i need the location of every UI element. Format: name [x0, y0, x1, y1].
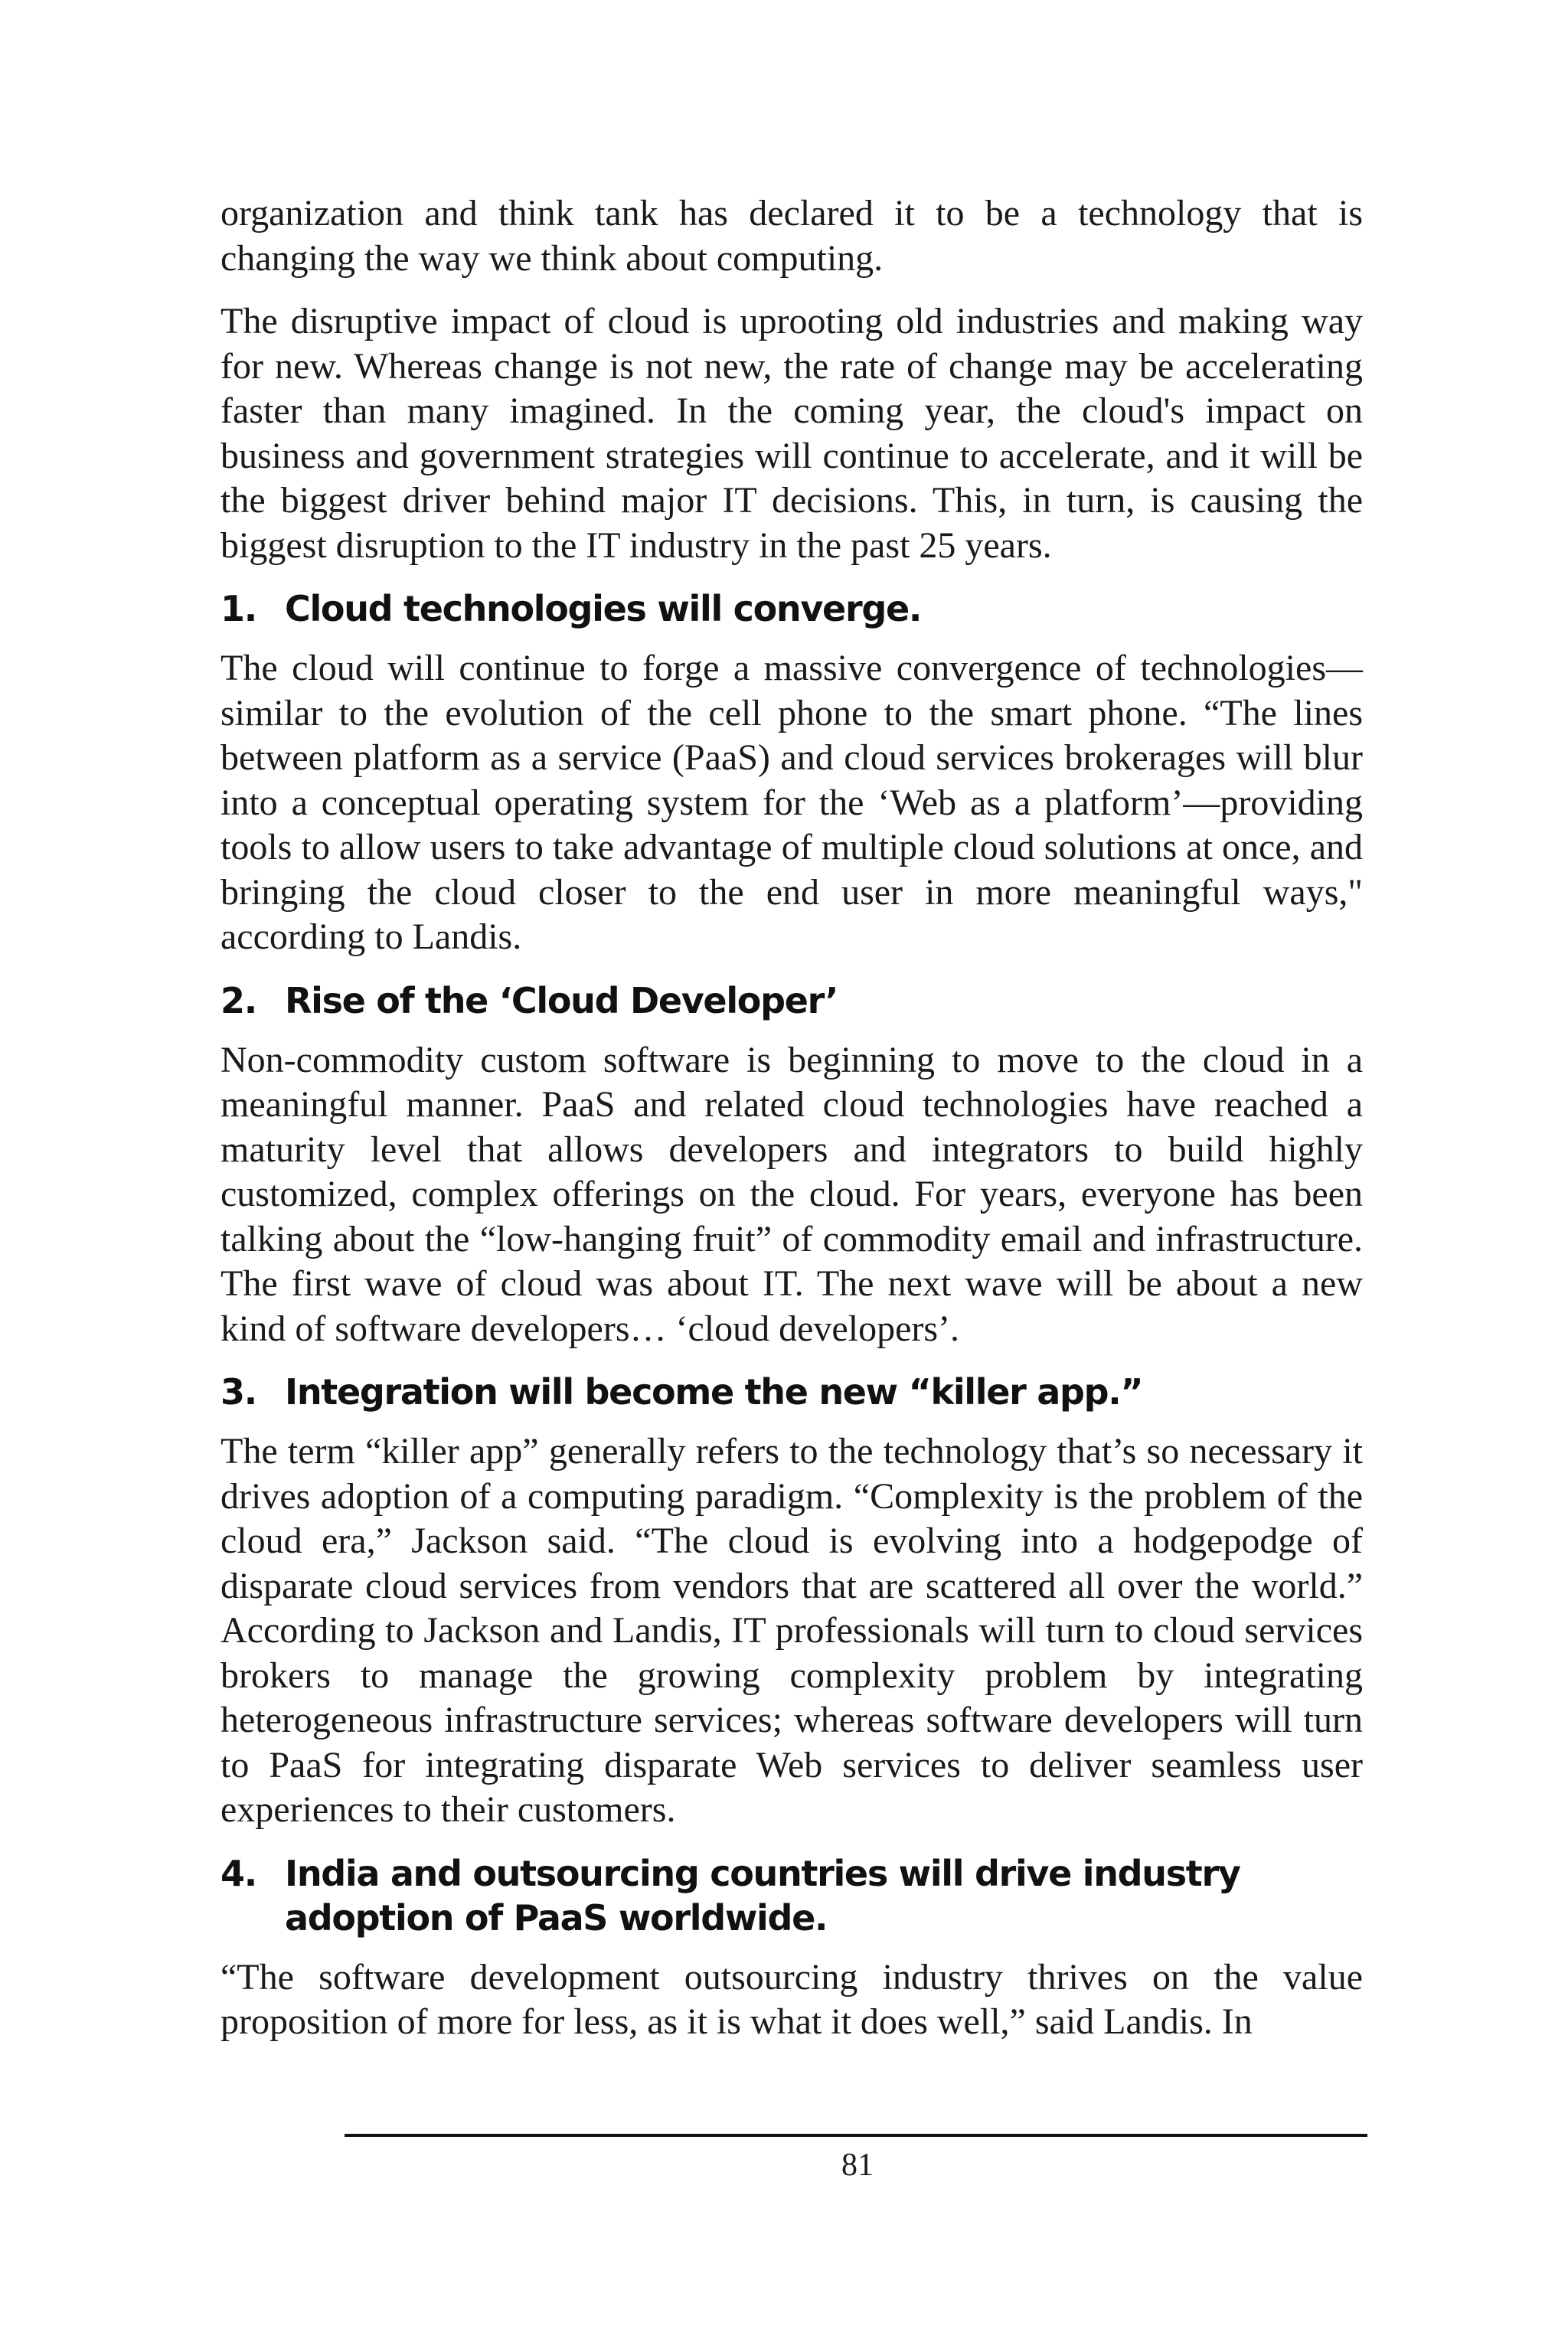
page-body: [220, 191, 1363, 2063]
page-number: 81: [841, 2148, 874, 2183]
body-paragraph: The cloud will continue to forge a massive convergence of technologies—similar to the evolution of the cell phone to the smart phone. “The lines between platform as a service (PaaS) and cloud services brokerages will blur into a conceptual operating system for the ‘Web as a platform’—providing tools to allow users to take advantage of multiple cloud solutions at once, and bringing the cloud closer to the end user in more meaningful ways," according to Landis.: [220, 648, 1363, 957]
body-paragraph: Non-commodity custom software is beginning to move to the cloud in a meaningful manner. PaaS and related cloud technologies have reached a maturity level that allows developers and integrators to build highly customized, complex offerings on the cloud. For years, everyone has been talking about the “low-hanging fruit” of commodity email and infrastructure. The first wave of cloud was about IT. The next wave will be about a new kind of software developers… ‘cloud developers’.: [220, 1039, 1363, 1349]
section-title: India and outsourcing countries will drive industry adoption of PaaS worldwide.: [285, 1852, 1240, 1939]
body-paragraph: The disruptive impact of cloud is uprooting old industries and making way for new. Whereas change is not new, the rate of change may be accelerating faster than many imagined. In the coming year, the cloud's impact on business and government strategies will continue to accelerate, and it will be the biggest driver behind major IT decisions. This, in turn, is causing the biggest disruption to the IT industry in the past 25 years.: [220, 301, 1363, 566]
section-title: Cloud technologies will converge.: [285, 588, 922, 629]
section-number: 1.: [220, 588, 256, 629]
section-number: 4.: [220, 1852, 256, 1894]
section-heading: [220, 1851, 1363, 1940]
footer-rule: [345, 2134, 1367, 2137]
section-heading: [220, 1370, 1363, 1414]
body-paragraph: The term “killer app” generally refers to the technology that’s so necessary it drives adoption of a computing paradigm. “Complexity is the problem of the cloud era,” Jackson said. “The cloud is evolving into a hodgepodge of disparate cloud services from vendors that are scattered all over the world.” According to Jackson and Landis, IT professionals will turn to cloud services brokers to manage the growing complexity problem by integrating heterogeneous infrastructure services; whereas software developers will turn to PaaS for integrating disparate Web services to deliver seamless user experiences to their customers.: [220, 1431, 1363, 1830]
section-number: 3.: [220, 1371, 256, 1413]
section-number: 2.: [220, 979, 256, 1021]
section-heading: [220, 586, 1363, 631]
body-paragraph: “The software development outsourcing industry thrives on the value proposition of more for less, as it is what it does well,” said Landis. In: [220, 1956, 1363, 2042]
section-heading: [220, 978, 1363, 1023]
section-title: Integration will become the new “killer app.”: [285, 1371, 1143, 1413]
body-paragraph: organization and think tank has declared it to be a technology that is changing the way we think about computing.: [220, 193, 1363, 279]
section-title: Rise of the ‘Cloud Developer’: [285, 979, 838, 1021]
